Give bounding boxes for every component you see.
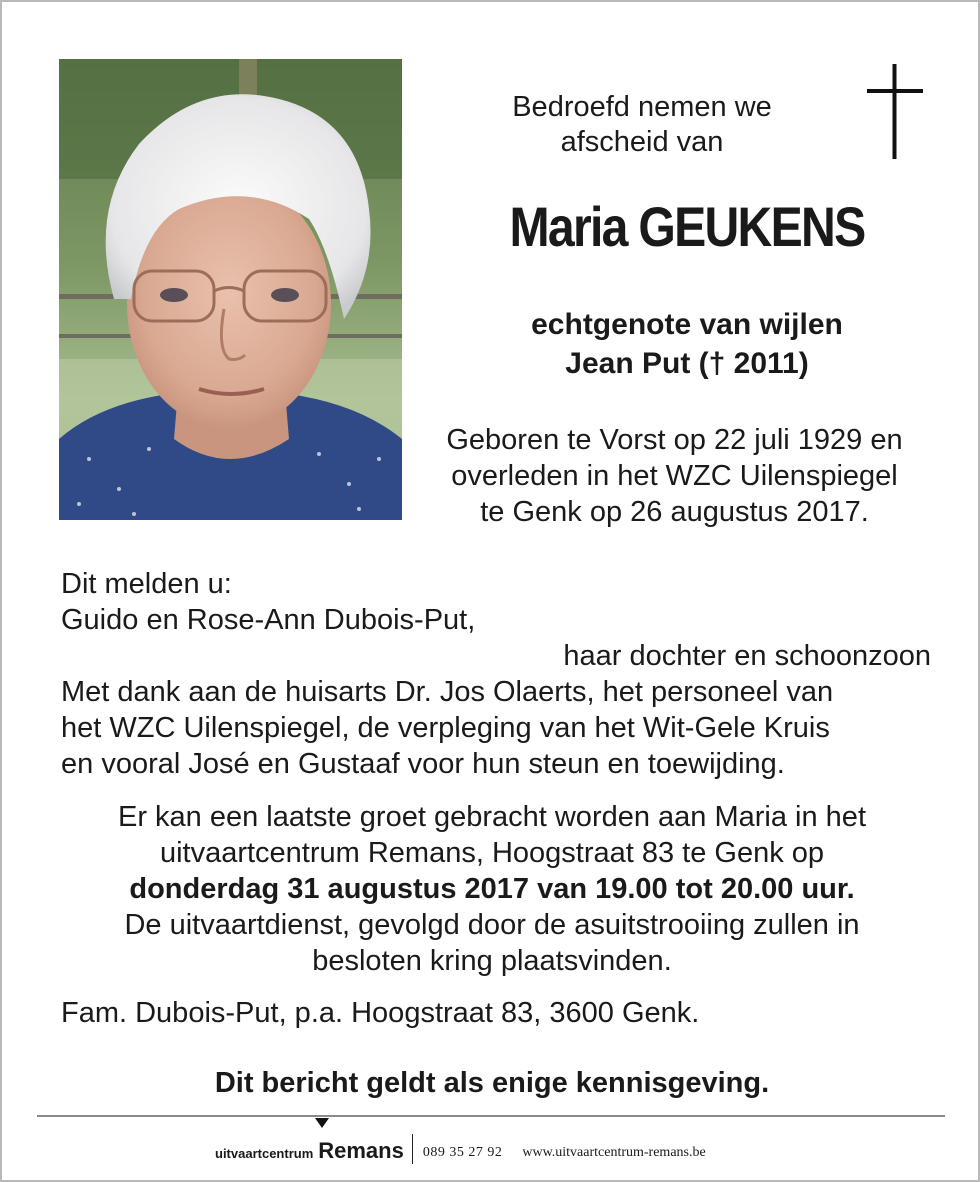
brand-prefix: uitvaartcentrum	[215, 1146, 314, 1161]
visit-line-1: Er kan een laatste groet gebracht worden aan Maria in het	[117, 801, 866, 833]
family-address: Fam. Dubois-Put, p.a. Hoogstraat 83, 3600 Genk.	[61, 997, 700, 1029]
thanks-line-3: en vooral José en Gustaaf voor hun steun en toewijding.	[61, 748, 785, 780]
spouse-line-1: echtgenote van wijlen	[531, 308, 843, 341]
closing-statement: Dit bericht geldt als enige kennisgeving.	[214, 1067, 770, 1099]
notify-heading: Dit melden u:	[61, 568, 232, 600]
spouse-info	[442, 305, 932, 383]
intro-line-1: Bedroefd nemen we	[512, 91, 772, 123]
triangle-down-icon	[315, 1118, 329, 1128]
born-line-3: te Genk op 26 augustus 2017.	[480, 496, 869, 528]
family-relation: haar dochter en schoonzoon	[563, 640, 931, 672]
spouse-line-2: Jean Put († 2011)	[565, 347, 809, 380]
intro-text	[462, 90, 822, 160]
phone-number: 089 35 27 92	[422, 1145, 503, 1160]
family-name: Guido en Rose-Ann Dubois-Put,	[61, 604, 476, 636]
visit-line-5: besloten kring plaatsvinden.	[312, 945, 672, 977]
birth-death-info	[422, 422, 927, 530]
thanks-line-2: het WZC Uilenspiegel, de verpleging van het Wit-Gele Kruis	[61, 712, 830, 744]
thanks-line-1: Met dank aan de huisarts Dr. Jos Olaerts, het personeel van	[61, 676, 834, 708]
visit-line-4: De uitvaartdienst, gevolgd door de asuitstrooiing zullen in	[124, 909, 860, 941]
brand-name: Remans	[318, 1138, 404, 1163]
visit-date-time: donderdag 31 augustus 2017 van 19.00 tot 20.00 uur.	[129, 873, 855, 905]
latin-cross-icon	[865, 62, 927, 162]
intro-line-2: afscheid van	[560, 126, 724, 158]
visitation-info	[42, 799, 942, 979]
notify-section	[61, 566, 941, 782]
portrait-photo	[59, 59, 402, 520]
footer-divider	[37, 1115, 945, 1117]
footer-bar	[215, 1130, 706, 1164]
visit-line-2: uitvaartcentrum Remans, Hoogstraat 83 te Genk op	[159, 837, 825, 869]
born-line-2: overleden in het WZC Uilenspiegel	[451, 460, 898, 492]
born-line-1: Geboren te Vorst op 22 juli 1929 en	[446, 424, 903, 456]
website-link[interactable]: www.uitvaartcentrum-remans.be	[522, 1145, 706, 1160]
deceased-name: Maria GEUKENS	[509, 195, 865, 258]
footer-separator	[412, 1134, 413, 1164]
